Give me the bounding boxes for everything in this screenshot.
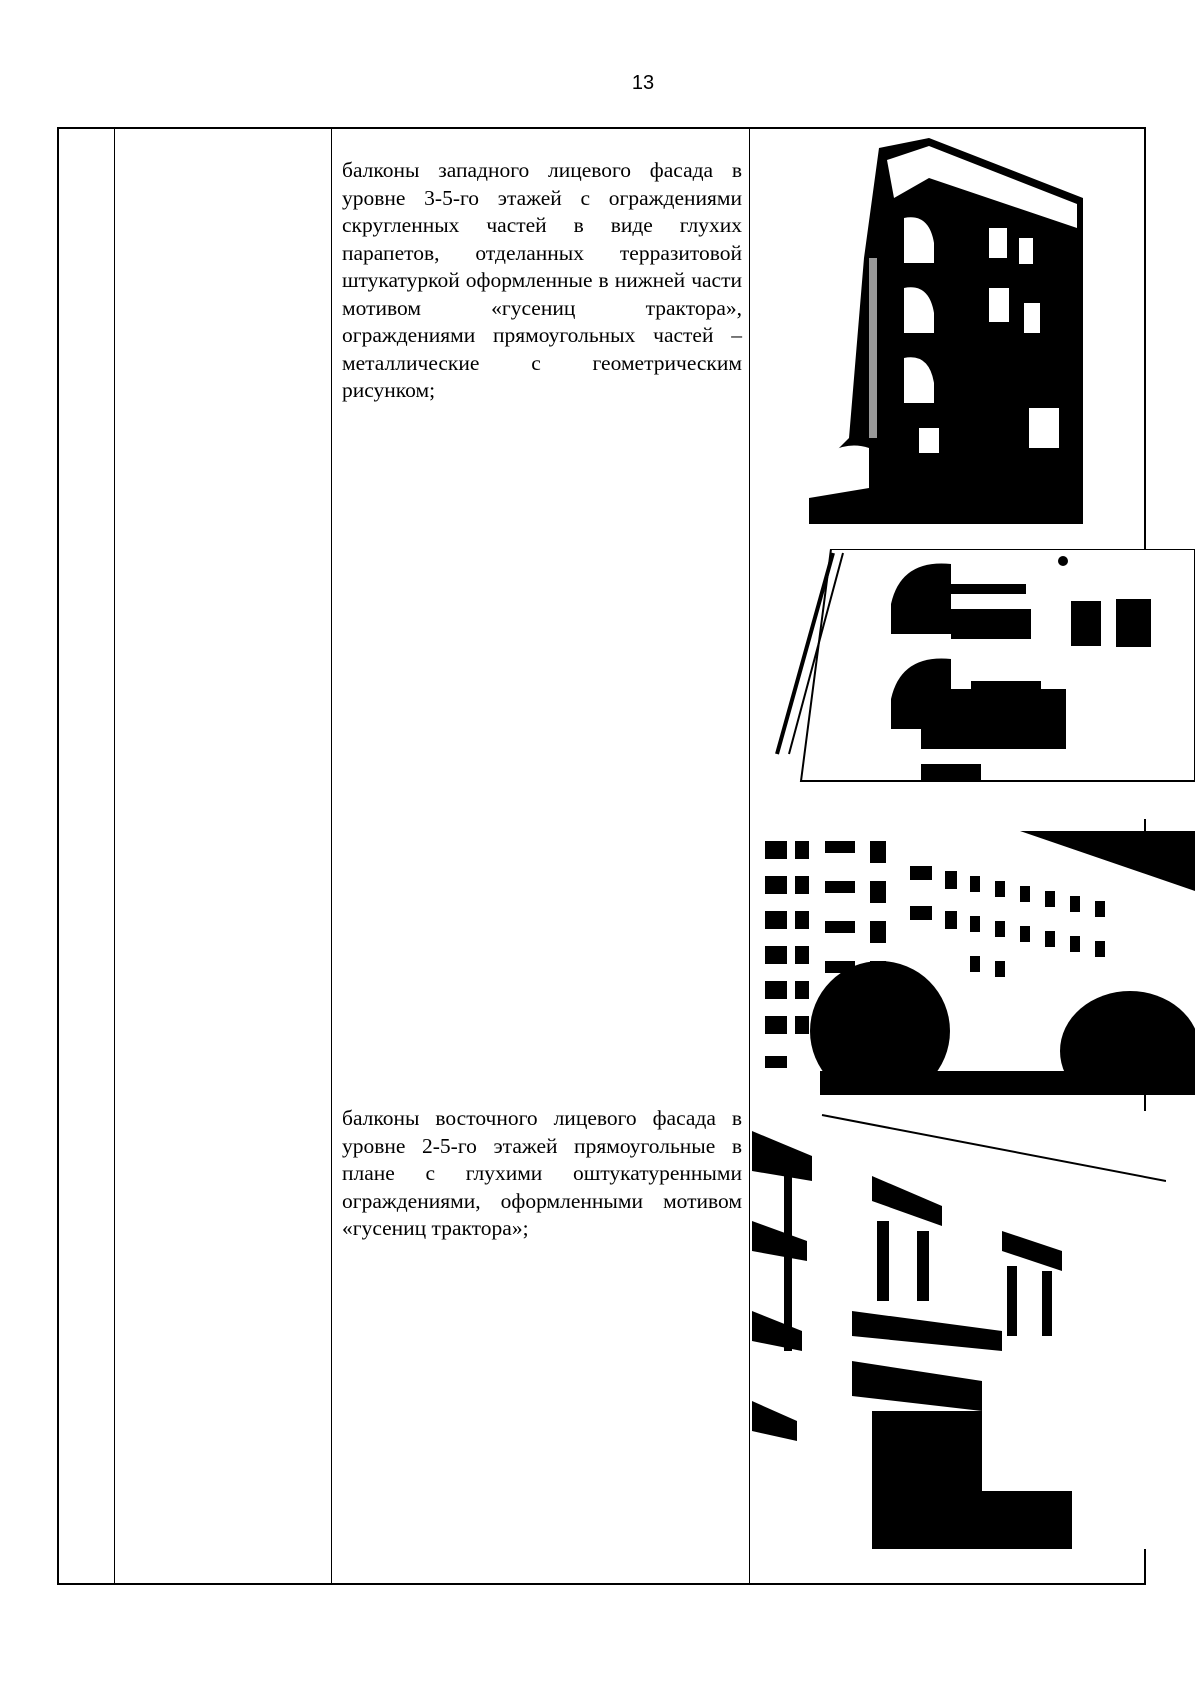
description-west-facade-balconies: балконы западного лицевого фасада в уровне 3-5-го этажей с ограждениями скругленных частей в виде глухих парапетов, отделанных терразитовой штукатуркой оформленные в нижней части мотивом «гусениц трактора», ограждениями прямоугольных частей – металлические с геометрическим рисунком;	[342, 158, 742, 402]
photo-facade-with-trees	[760, 831, 1195, 1095]
photo-rounded-balconies	[771, 549, 1195, 819]
photo-west-facade-corner	[809, 138, 1083, 524]
photo-rectangular-balconies	[752, 1111, 1166, 1549]
document-table	[57, 127, 1146, 1585]
column-divider-1	[114, 129, 115, 1583]
column-divider-3	[749, 129, 750, 1583]
page-number: 13	[631, 72, 655, 94]
description-east-facade-balconies: балконы восточного лицевого фасада в уровне 2-5-го этажей прямоугольные в плане с глухими оштукатуренными ограждениями, оформленными мотивом «гусениц трактора»;	[342, 1106, 742, 1240]
column-divider-2	[331, 129, 332, 1583]
